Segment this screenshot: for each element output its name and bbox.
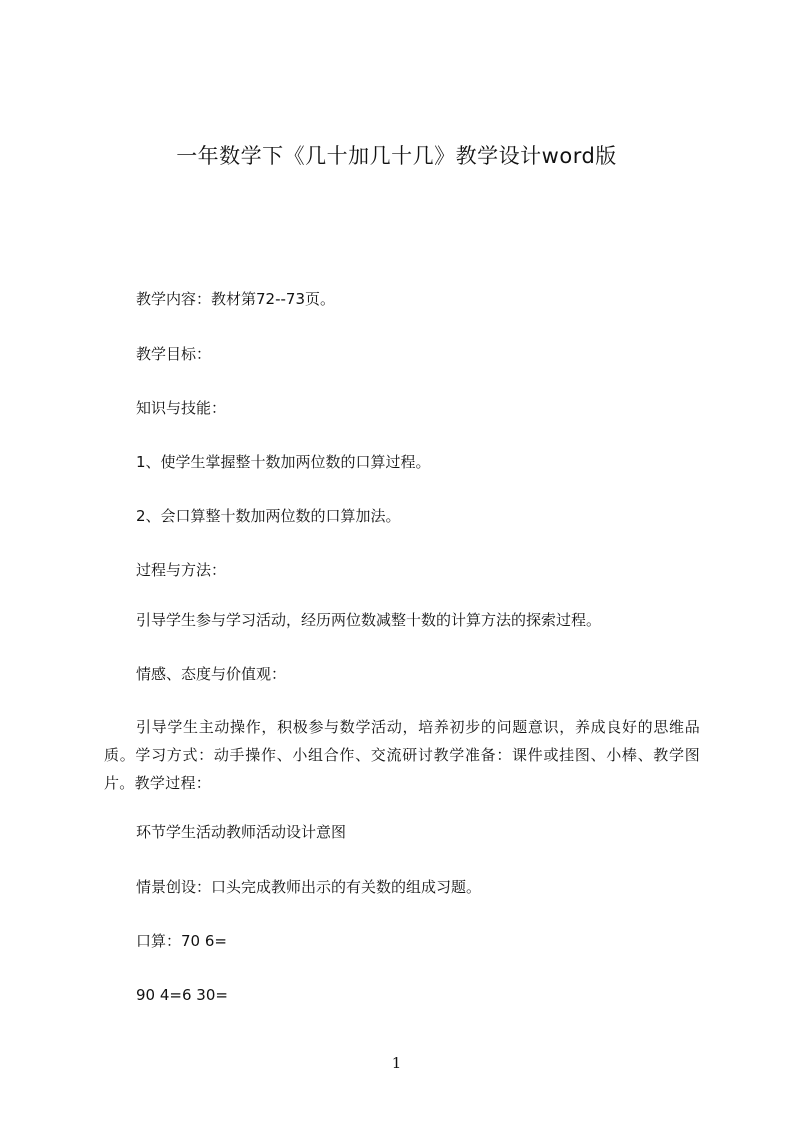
paragraph-goal-2: 2、会口算整十数加两位数的口算加法。 <box>136 507 401 525</box>
paragraph-attitude-values: 情感、态度与价值观： <box>136 665 287 683</box>
paragraph-goal-1: 1、使学生掌握整十数加两位数的口算过程。 <box>136 453 431 471</box>
paragraph-oral-calc-2: 90 4=6 30= <box>136 986 228 1004</box>
paragraph-process-detail: 引导学生参与学习活动，经历两位数减整十数的计算方法的探索过程。 <box>136 611 602 629</box>
paragraph-teaching-goals: 教学目标： <box>136 345 212 363</box>
paragraph-knowledge-skills: 知识与技能： <box>136 399 227 417</box>
paragraph-process-method: 过程与方法： <box>136 561 227 579</box>
document-title: 一年数学下《几十加几十几》教学设计word版 <box>176 144 617 168</box>
paragraph-table-header: 环节学生活动教师活动设计意图 <box>136 823 347 841</box>
paragraph-teaching-content: 教学内容：教材第72--73页。 <box>136 290 336 308</box>
page-number: 1 <box>391 1054 402 1072</box>
paragraph-attitude-detail: 引导学生主动操作，积极参与数学活动，培养初步的问题意识，养成良好的思维品质。学习方式：动手操作、小组合作、交流研讨教学准备：课件或挂图、小棒、教学图片。教学过程： <box>104 718 700 792</box>
paragraph-scenario: 情景创设：口头完成教师出示的有关数的组成习题。 <box>136 878 482 896</box>
paragraph-oral-calc-1: 口算：70 6= <box>136 932 227 950</box>
